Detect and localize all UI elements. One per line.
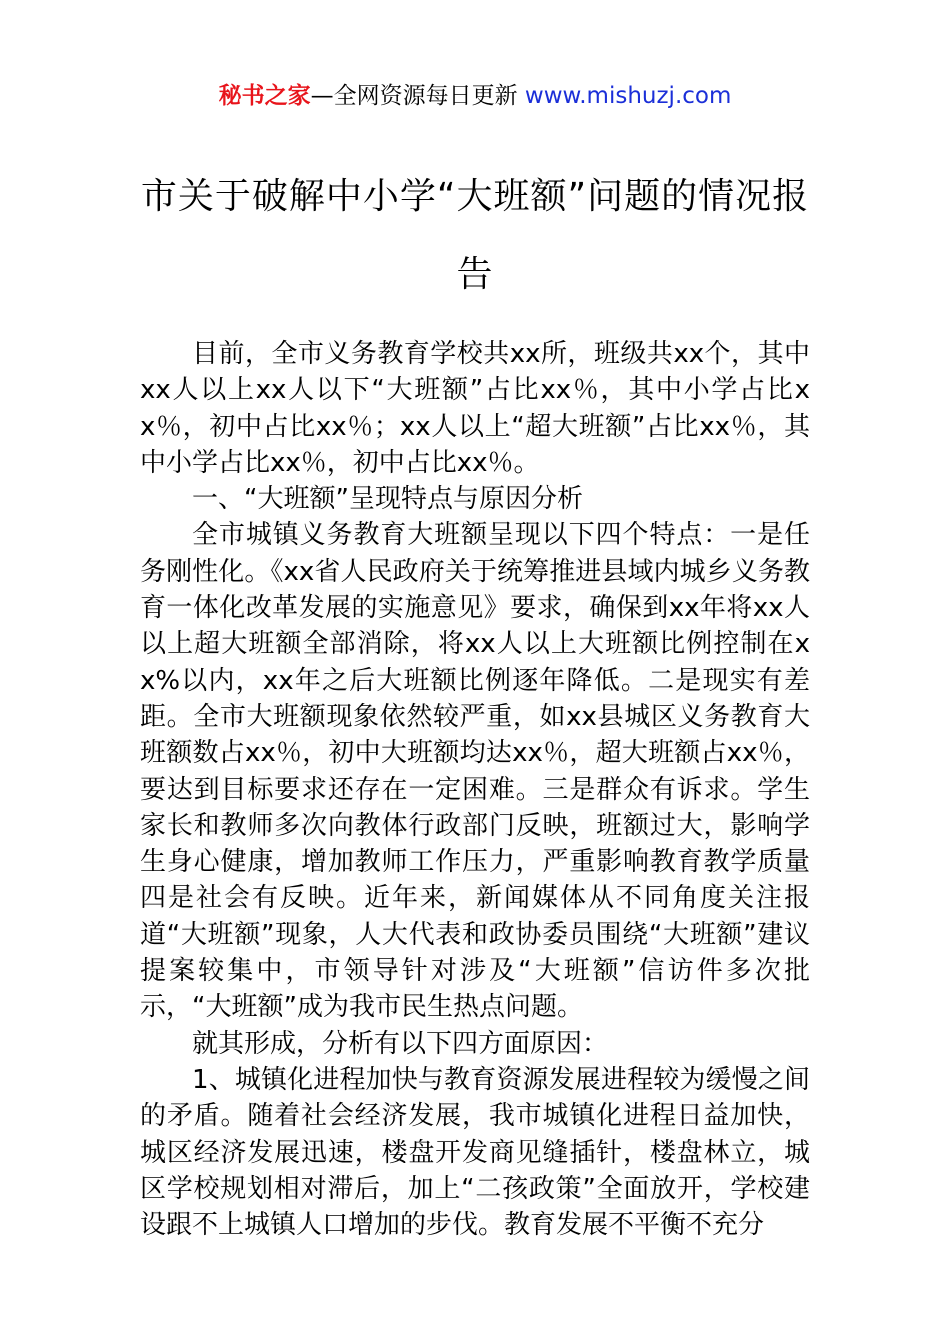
site-url-link[interactable]: www.mishuzj.com: [524, 83, 732, 109]
document-body: [140, 336, 810, 1243]
document-title: 市关于破解中小学“大班额”问题的情况报告: [140, 176, 810, 295]
paragraph-intro: 目前，全市义务教育学校共xx所，班级共xx个，其中xx人以上xx人以下“大班额”占比xx％，其中小学占比xx％，初中占比xx％；xx人以上“超大班额”占比xx％，其中小学占比xx％，初中占比xx％。: [140, 339, 810, 478]
site-tagline: —全网资源每日更新: [310, 83, 525, 109]
paragraph-features: 全市城镇义务教育大班额呈现以下四个特点：一是任务刚性化。《xx省人民政府关于统筹推进县域内城乡义务教育一体化改革发展的实施意见》要求，确保到xx年将xx人以上超大班额全部消除，将xx人以上大班额比例控制在xx%以内，xx年之后大班额比例逐年降低。二是现实有差距。全市大班额现象依然较严重，如xx县城区义务教育大班额数占xx％，初中大班额均达xx％，超大班额占xx％，要达到目标要求还存在一定困难。三是群众有诉求。学生家长和教师多次向教体行政部门反映，班额过大，影响学生身心健康，增加教师工作压力，严重影响教育教学质量四是社会有反映。近年来，新闻媒体从不同角度关注报道“大班额”现象，人大代表和政协委员围绕“大班额”建议提案较集中，市领导针对涉及“大班额”信访件多次批示，“大班额”成为我市民生热点问题。: [140, 520, 810, 1023]
section-heading: 一、“大班额”呈现特点与原因分析: [192, 484, 583, 515]
site-brand: 秘书之家: [218, 83, 311, 109]
paragraph-causes-intro: 就其形成，分析有以下四方面原因：: [192, 1028, 609, 1059]
site-header: [0, 80, 950, 112]
paragraph-cause-1: 1、城镇化进程加快与教育资源发展进程较为缓慢之间的矛盾。随着社会经济发展，我市城镇化进程日益加快，城区经济发展迅速，楼盘开发商见缝插针，楼盘林立，城区学校规划相对滞后，加上“二孩政策”全面放开，学校建设跟不上城镇人口增加的步伐。教育发展不平衡不充分: [140, 1064, 810, 1241]
